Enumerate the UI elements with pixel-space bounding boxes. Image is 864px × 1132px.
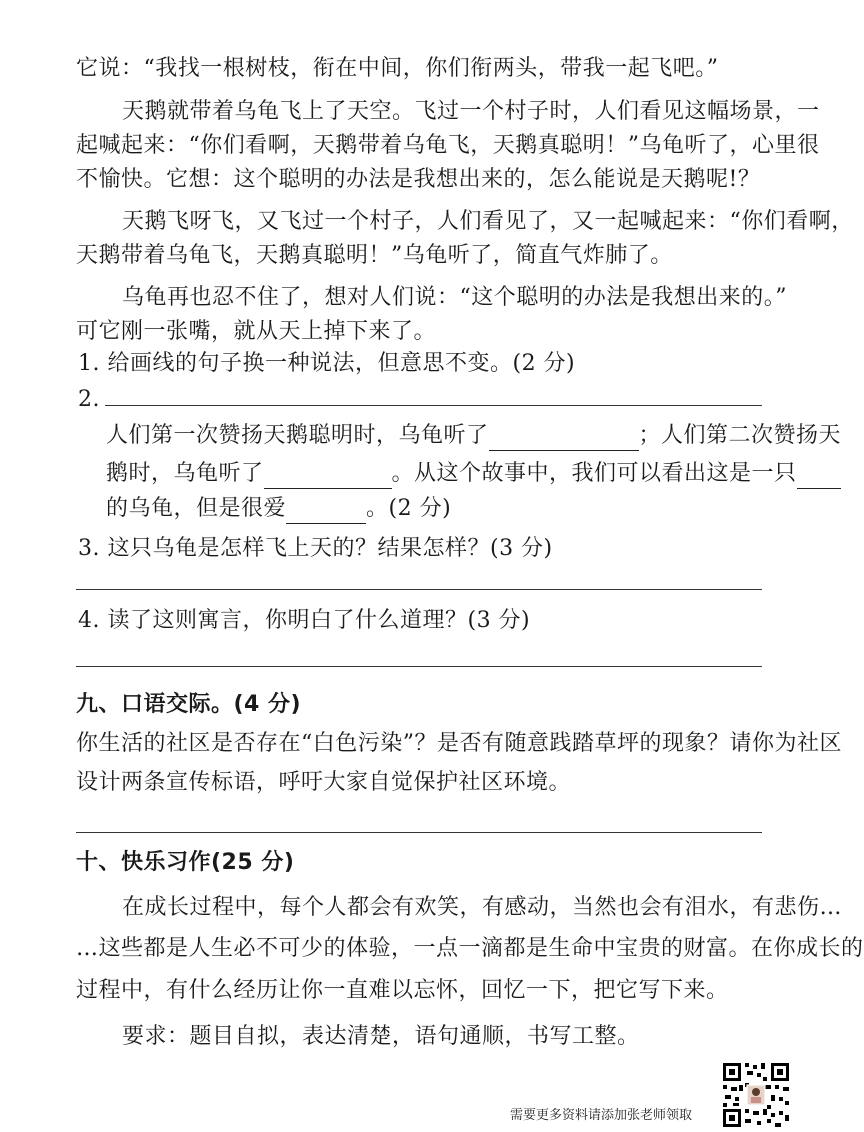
answer-line-q4[interactable] [76,666,762,667]
section-10-line: 在成长过程中，每个人都会有欢笑，有感动，当然也会有泪水，有悲伤… [122,895,843,920]
story-line: 不愉快。它想：这个聪明的办法是我想出来的，怎么能说是天鹅呢!？ [76,167,761,192]
question-2-line [106,494,451,524]
story-line: 起喊起来：“你们看啊，天鹅带着乌龟飞，天鹅真聪明！”乌龟听了，心里很 [76,133,820,158]
question-2-number: 2. [78,387,100,412]
section-10-requirement: 要求：题目自拟，表达清楚，语句通顺，书写工整。 [122,1024,640,1049]
story-line: 可它刚一张嘴，就从天上掉下来了。 [76,319,437,344]
section-10-title: 十、快乐习作(25 分) [76,850,295,875]
blank-1[interactable] [489,428,639,451]
section-9-title: 九、口语交际。(4 分) [76,692,302,717]
question-2-line [106,421,841,451]
q2-text: 的乌龟，但是很爱 [106,496,287,521]
q2-text: ；人们第二次赞扬天 [638,423,842,448]
footer-note: 需要更多资料请添加张老师领取 [510,1108,693,1123]
section-9-line: 你生活的社区是否存在“白色污染”？是否有随意践踏草坪的现象？请你为社区 [76,731,842,756]
section-9-line: 设计两条宣传标语，呼吁大家自觉保护社区环境。 [76,770,572,795]
story-line: 天鹅飞呀飞，又飞过一个村子，人们看见了，又一起喊起来：“你们看啊， [122,209,854,234]
q2-text: 人们第一次赞扬天鹅聪明时，乌龟听了 [106,423,489,448]
question-2-line [106,459,841,489]
q2-text: 。从这个故事中，我们可以看出这是一只 [391,461,797,486]
story-line: 天鹅带着乌龟飞，天鹅真聪明！”乌龟听了，简直气炸肺了。 [76,243,673,268]
blank-3[interactable] [797,466,841,489]
story-line: 它说：“我找一根树枝，衔在中间，你们衔两头，带我一起飞吧。” [76,56,719,81]
question-4: 4. 读了这则寓言，你明白了什么道理？(3 分) [78,608,531,633]
qr-code-icon [721,1061,791,1129]
answer-line-section-9[interactable] [76,832,762,833]
section-10-line: …这些都是人生必不可少的体验，一点一滴都是生命中宝贵的财富。在你成长的 [76,936,864,961]
blank-2[interactable] [264,466,392,489]
question-1: 1. 给画线的句子换一种说法，但意思不变。(2 分) [78,351,576,376]
section-10-line: 过程中，有什么经历让你一直难以忘怀，回忆一下，把它写下来。 [76,978,729,1003]
blank-4[interactable] [286,501,366,524]
story-line: 天鹅就带着乌龟飞上了天空。飞过一个村子时，人们看见这幅场景，一 [122,99,820,124]
question-3: 3. 这只乌龟是怎样飞上天的？结果怎样？(3 分) [78,536,553,561]
q2-text: 。(2 分) [366,496,452,521]
story-line: 乌龟再也忍不住了，想对人们说：“这个聪明的办法是我想出来的。” [122,285,787,310]
q2-text: 鹅时，乌龟听了 [106,461,264,486]
answer-line-q2[interactable] [105,405,762,406]
answer-line-q3[interactable] [76,589,762,590]
